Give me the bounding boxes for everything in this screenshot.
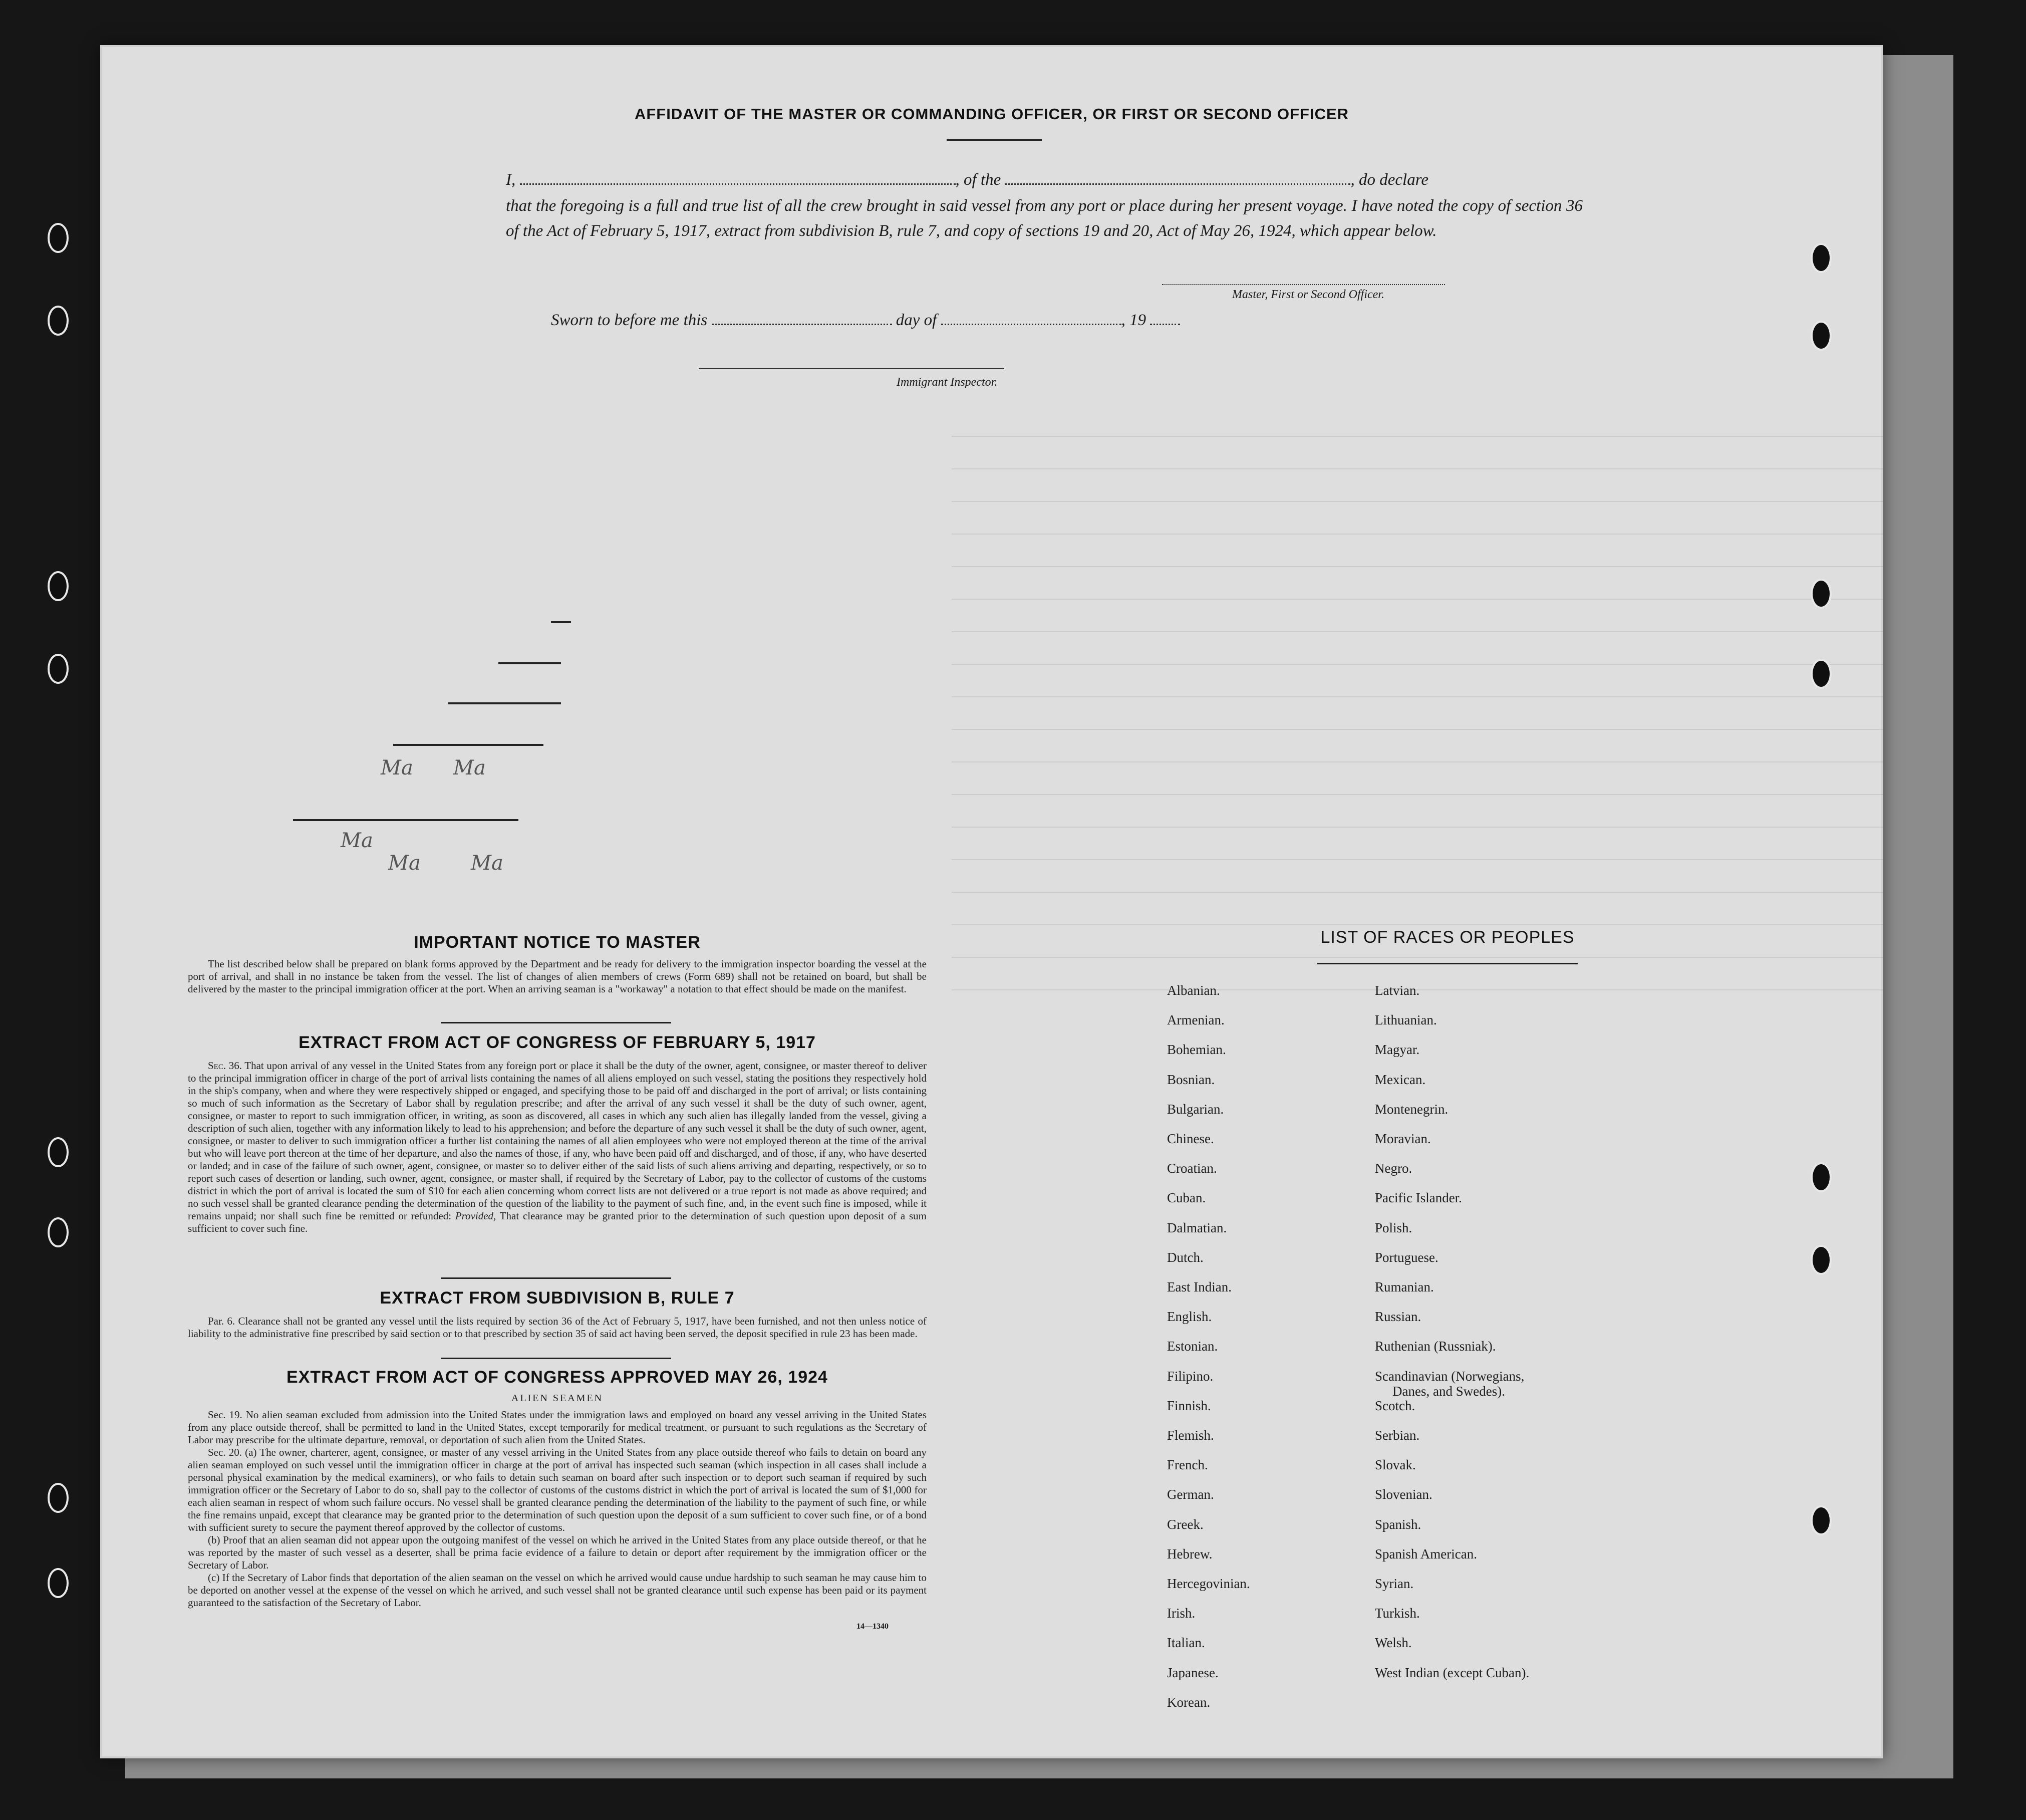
declarant-prefix: I, <box>506 171 516 189</box>
race-item: Hebrew. <box>1167 1546 1213 1562</box>
binder-hole-right-5 <box>1811 1162 1832 1192</box>
sec-20b-text: (b) Proof that an alien seaman did not appear upon the outgoing manifest of the vessel on which he arrived in the United States from any place outside thereof, or that he was reported by the master of such vessel as a deserter, shall be prima facie evidence of a failure to detain or deport after requirement by the immigration officer or the Secretary of Labor. <box>188 1534 927 1571</box>
race-item: Bosnian. <box>1167 1072 1215 1087</box>
sec-20c-text: (c) If the Secretary of Labor finds that deportation of the alien seaman on the vessel on which he arrived would cause undue hardship to such seaman he may cause him to be deported on another vessel at the expense of the vessel on which he arrived, and such vessel shall not be granted clearance until such expense has been paid or its payment guaranteed to the satisfaction of the Secretary of Labor. <box>188 1572 927 1609</box>
sworn-line <box>551 311 1180 330</box>
sec-36-text-end: That clearance may be granted prior to the determination of such question upon deposit of a sum sufficient to cover such fine. <box>188 1210 927 1234</box>
tally-line-5 <box>293 819 518 821</box>
race-item: Welsh. <box>1375 1635 1412 1651</box>
race-item: West Indian (except Cuban). <box>1375 1665 1530 1680</box>
document-page <box>100 45 1883 1758</box>
race-item: Japanese. <box>1167 1665 1219 1680</box>
notice-body: The list described below shall be prepared on blank forms approved by the Department and be ready for delivery to the immigration inspector boarding the vessel at the port of arrival, and shall in no instance be taken from the vessel. The list of changes of alien members of crews (Form 689) shall not be retained on board, but shall be delivered by the master to the principal immigration officer at the port. When an arriving seaman is a "workaway" a notation to that effect should be made on the manifest. <box>188 958 927 995</box>
race-item: French. <box>1167 1457 1208 1473</box>
race-item: Syrian. <box>1375 1576 1414 1591</box>
alien-seamen-subtitle: ALIEN SEAMEN <box>511 1393 604 1404</box>
sec-36-label: Sec. 36. <box>208 1060 242 1072</box>
race-item: Cuban. <box>1167 1190 1206 1206</box>
form-number: 14—1340 <box>856 1622 889 1631</box>
race-item: Greek. <box>1167 1516 1204 1532</box>
binder-hole-left-1 <box>48 223 69 253</box>
binder-hole-left-5 <box>48 1137 69 1167</box>
affidavit-body: that the foregoing is a full and true list of all the crew brought in said vessel from any port or place during her present voyage. I have noted the copy of section 36 of the Act of February 5, 1917, extract from subdivision B, rule 7, and copy of sections 19 and 20, Act of May 26, 1924, which appear below. <box>506 197 1583 240</box>
race-item: Albanian. <box>1167 983 1220 998</box>
extract-1917-title: EXTRACT FROM ACT OF CONGRESS OF FEBRUARY 5, 1917 <box>299 1033 816 1052</box>
race-item: Chinese. <box>1167 1131 1214 1146</box>
binder-hole-left-7 <box>48 1483 69 1513</box>
tally-line-1 <box>551 621 571 623</box>
affidavit-title-rule <box>947 139 1042 141</box>
race-item: Filipino. <box>1167 1368 1214 1384</box>
tally-line-4 <box>393 744 543 746</box>
race-item: Slovak. <box>1375 1457 1416 1473</box>
race-item: Bulgarian. <box>1167 1101 1224 1117</box>
race-item: Polish. <box>1375 1220 1412 1235</box>
rule7-title: EXTRACT FROM SUBDIVISION B, RULE 7 <box>380 1288 735 1308</box>
notice-title: IMPORTANT NOTICE TO MASTER <box>414 933 701 952</box>
race-item: Moravian. <box>1375 1131 1431 1146</box>
race-item: Korean. <box>1167 1694 1211 1710</box>
race-item: Slovenian. <box>1375 1487 1432 1502</box>
race-item: Ruthenian (Russniak). <box>1375 1339 1496 1354</box>
race-item: Danes, and Swedes). <box>1392 1383 1505 1399</box>
binder-hole-right-1 <box>1811 243 1832 273</box>
race-item: Serbian. <box>1375 1428 1420 1443</box>
pencil-mark-3: Ma <box>341 829 373 852</box>
master-signature-caption: Master, First or Second Officer. <box>1232 288 1384 301</box>
extract-1924-body <box>188 1409 927 1609</box>
of-the-label: , of the <box>955 171 1001 189</box>
race-item: Lithuanian. <box>1375 1012 1437 1028</box>
vessel-name-field[interactable] <box>1005 170 1350 185</box>
binder-hole-left-4 <box>48 654 69 684</box>
race-item: Russian. <box>1375 1309 1421 1325</box>
race-item: German. <box>1167 1487 1214 1502</box>
pencil-mark-5: Ma <box>471 852 503 875</box>
binder-hole-right-4 <box>1811 659 1832 689</box>
tally-line-2 <box>498 662 561 664</box>
rule7-body: Par. 6. Clearance shall not be granted any vessel until the lists required by section 36 of the Act of February 5, 1917, have been furnished, and not then unless notice of liability to the administrative fine prescribed by said section or to that prescribed by section 35 of said act having been served, the deposit specified in rule 23 has been made. <box>188 1315 927 1340</box>
race-item: Croatian. <box>1167 1161 1217 1176</box>
race-item: Flemish. <box>1167 1428 1214 1443</box>
day-of-label: day of <box>896 311 937 329</box>
race-item: Magyar. <box>1375 1042 1420 1058</box>
sworn-day-field[interactable] <box>712 311 892 325</box>
race-item: Dutch. <box>1167 1249 1204 1265</box>
race-item: East Indian. <box>1167 1279 1232 1294</box>
year-label: , 19 <box>1121 311 1146 329</box>
pencil-mark-4: Ma <box>388 852 421 875</box>
race-item: Italian. <box>1167 1635 1205 1651</box>
race-item: Portuguese. <box>1375 1249 1438 1265</box>
declarant-name-field[interactable] <box>520 170 956 185</box>
binder-hole-left-3 <box>48 571 69 601</box>
race-item: Spanish. <box>1375 1516 1421 1532</box>
binder-hole-left-2 <box>48 306 69 336</box>
inspector-caption: Immigrant Inspector. <box>897 376 998 389</box>
extract-1924-title: EXTRACT FROM ACT OF CONGRESS APPROVED MAY 26, 1924 <box>286 1368 828 1387</box>
extract-1917-body <box>188 1060 927 1235</box>
race-item: Montenegrin. <box>1375 1101 1449 1117</box>
race-item: Armenian. <box>1167 1012 1225 1028</box>
races-title-rule <box>1317 963 1578 964</box>
pencil-mark-2: Ma <box>453 756 486 779</box>
sworn-month-field[interactable] <box>941 311 1121 325</box>
sworn-year-field[interactable] <box>1150 311 1180 325</box>
race-item: Estonian. <box>1167 1339 1218 1354</box>
race-item: Dalmatian. <box>1167 1220 1227 1235</box>
pencil-mark-1: Ma <box>381 756 413 779</box>
tally-line-3 <box>448 702 561 704</box>
race-item: Scandinavian (Norwegians, <box>1375 1368 1525 1384</box>
do-declare-label: , do declare <box>1350 171 1428 189</box>
binder-hole-left-6 <box>48 1217 69 1247</box>
sec-20a-text: Sec. 20. (a) The owner, charterer, agent, consignee, or master of any vessel arriving in the United States from any place outside thereof who fails to detain on board any alien seaman employed on such vessel until the immigration officer in charge at the port of arrival has inspected such seaman (which inspection in all cases shall include a personal physical examination by the medical examiners), or who fails to detain such seaman on board after such inspection or to deport such seaman if required by such immigration officer or the Secretary of Labor to do so, shall pay to the collector of customs of the customs district in which the port of arrival is located the sum of $1,000 for each alien seaman in respect of whom such failure occurs. No vessel shall be granted clearance pending the determination of the liability to the payment of such fine, or while the fine remains unpaid, except that clearance may be granted prior to the determination of such question upon the deposit of a sum sufficient to cover such fine, or of a bond with sufficient surety to secure the payment thereof approved by the collector of customs. <box>188 1446 927 1533</box>
binder-hole-right-2 <box>1811 321 1832 351</box>
races-title: LIST OF RACES OR PEOPLES <box>1320 928 1575 947</box>
binder-hole-left-8 <box>48 1568 69 1598</box>
sec-36-text: That upon arrival of any vessel in the United States from any foreign port or place it shall be the duty of the owner, agent, consignee, or master thereof to deliver to the principal immigration officer in charge of the port of arrival lists containing the names of all aliens employed on such vessel, stating the positions they respectively hold in the ship's company, when and where they were respectively shipped or engaged, and specifying those to be paid off and discharged in the port of arrival; or lists containing so much of such information as the Secretary of Labor shall by regulation prescribe; and after the arrival of any such vessel it shall be the duty of such owner, agent, consignee, or master to report to such immigration officer, in writing, as soon as discovered, all cases in which any such alien has illegally landed from the vessel, giving a description of such alien, together with any information likely to lead to his apprehension; and before the departure of any such vessel it shall be the duty of such owner, agent, consignee, or master to deliver to such immigration officer a further list containing the names of all alien employees who were not employed thereon at the time of the arrival but who will leave port thereon at the time of her departure, and also the names of those, if any, who have been paid off and discharged, and of those, if any, who have deserted or landed; and in case of the failure of such owner, agent, consignee, or master so to deliver either of the said lists of such aliens arriving and departing, respectively, or so to report such cases of desertion or landing, such owner, agent, consignee, or master shall, if required by the Secretary of Labor, pay to the collector of customs of the customs district in which the port of arrival is located the sum of $10 for each alien concerning whom correct lists are not delivered or a true report is not made as above required; and no such vessel shall be granted clearance pending the determination of the question of the liability to the payment of such fine, and, in the event such fine is imposed, while it remains unpaid; nor shall such fine be remitted or refunded: <box>188 1060 927 1222</box>
extract-1917-divider <box>441 1277 671 1279</box>
race-item: Pacific Islander. <box>1375 1190 1462 1206</box>
inspector-signature-line[interactable] <box>699 368 1004 369</box>
race-item: Hercegovinian. <box>1167 1576 1250 1591</box>
binder-hole-right-6 <box>1811 1245 1832 1275</box>
race-item: Bohemian. <box>1167 1042 1226 1058</box>
sworn-label: Sworn to before me this <box>551 311 708 329</box>
affidavit-declaration-line <box>506 170 1583 189</box>
master-signature-line[interactable] <box>1162 284 1445 285</box>
race-item: Turkish. <box>1375 1606 1420 1621</box>
race-item: Finnish. <box>1167 1398 1211 1413</box>
sec-19-text: Sec. 19. No alien seaman excluded from admission into the United States under the immigration laws and employed on board any vessel arriving in the United States from any place outside thereof, shall be permitted to land in the United States, except temporarily for medical treatment, or pursuant to such regulations as the Secretary of Labor may prescribe for the ultimate departure, removal, or deportation of such alien from the United States. <box>188 1409 927 1446</box>
race-item: Negro. <box>1375 1161 1412 1176</box>
race-item: Spanish American. <box>1375 1546 1477 1562</box>
binder-hole-right-7 <box>1811 1505 1832 1535</box>
race-item: English. <box>1167 1309 1212 1325</box>
rule7-divider <box>441 1358 671 1359</box>
notice-divider <box>441 1022 671 1023</box>
race-item: Irish. <box>1167 1606 1196 1621</box>
provided-label: Provided, <box>455 1210 496 1222</box>
race-item: Mexican. <box>1375 1072 1426 1087</box>
race-item: Rumanian. <box>1375 1279 1434 1294</box>
race-item: Latvian. <box>1375 983 1420 998</box>
affidavit-title: AFFIDAVIT OF THE MASTER OR COMMANDING OFFICER, OR FIRST OR SECOND OFFICER <box>634 105 1349 123</box>
race-item: Scotch. <box>1375 1398 1415 1413</box>
binder-hole-right-3 <box>1811 579 1832 609</box>
